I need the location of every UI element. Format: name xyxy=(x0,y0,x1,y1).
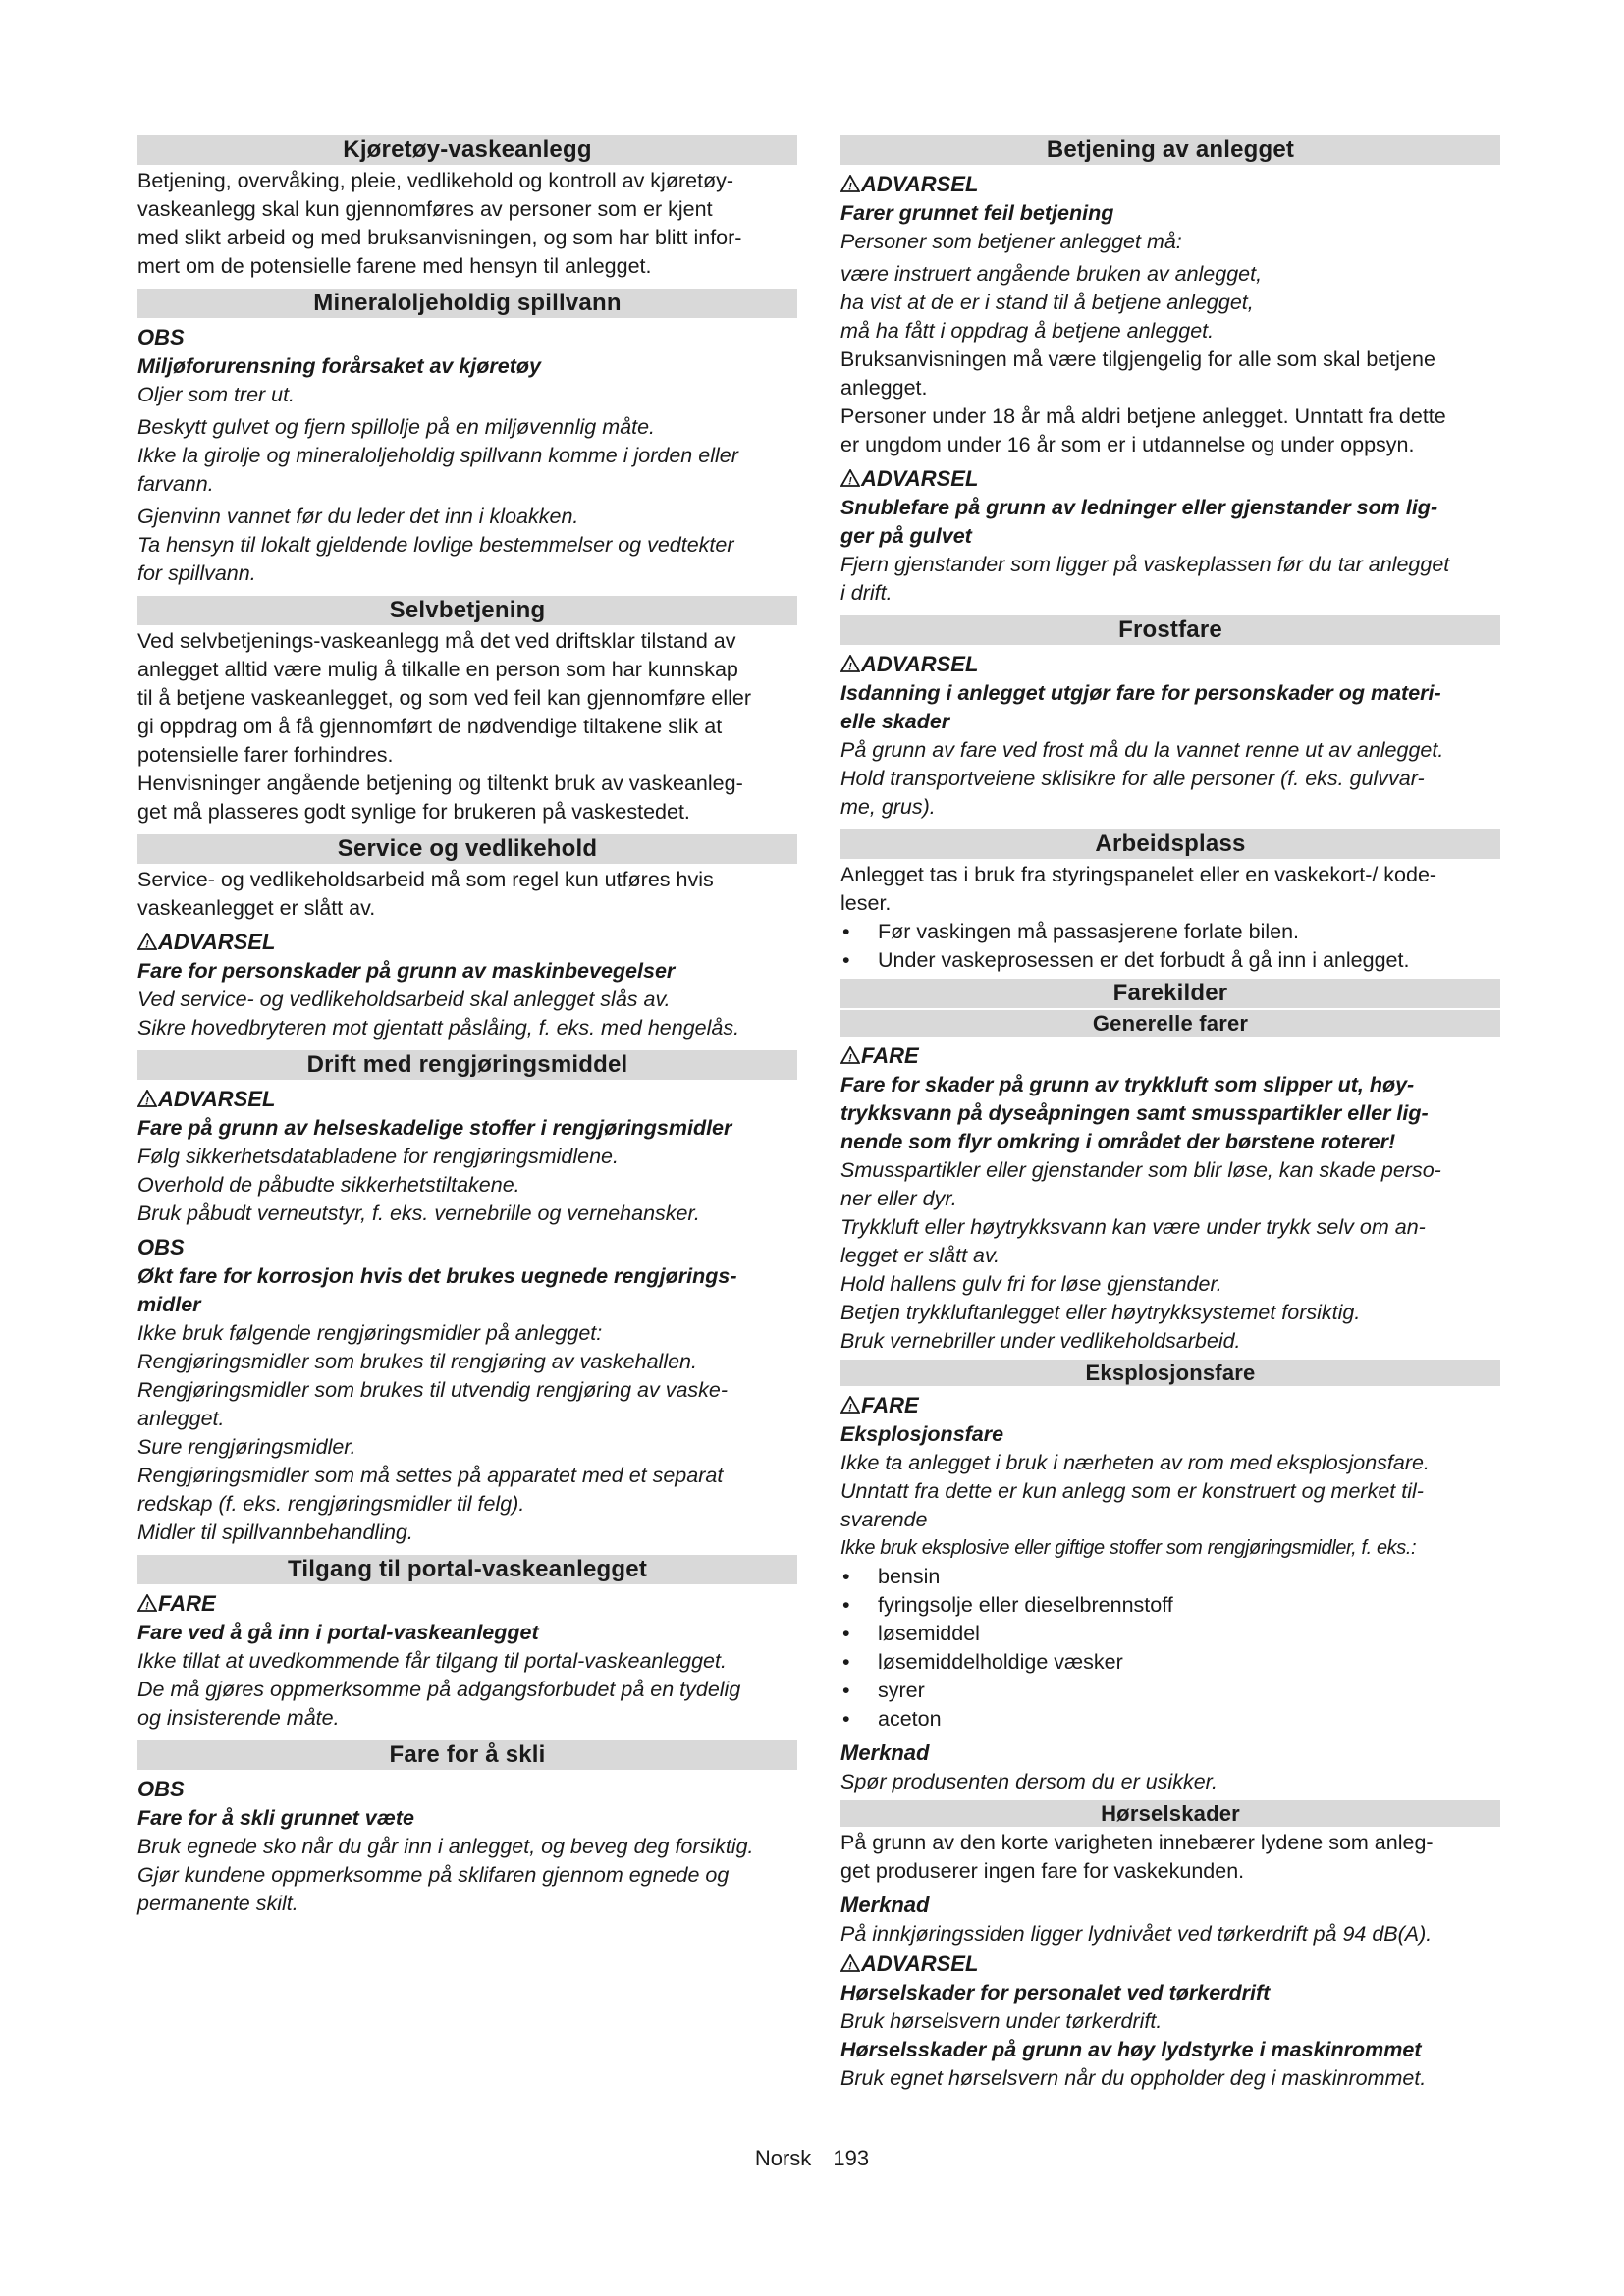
text-line: Bruk vernebriller under vedlikeholdsarbeid. xyxy=(840,1329,1241,1353)
kjoretoy-body xyxy=(137,167,797,281)
text-line: Ved service- og vedlikeholdsarbeid skal anlegget slås av. xyxy=(137,988,671,1011)
section-heading-tilgang: Tilgang til portal-vaskeanlegget xyxy=(137,1555,797,1584)
text-line: Beskytt gulvet og fjern spillolje på en miljøvennlig måte. xyxy=(137,415,656,439)
advarsel-text: ADVARSEL xyxy=(861,172,979,196)
text-line: Fjern gjenstander som ligger på vaskeplassen før du tar anlegget xyxy=(840,553,1450,576)
eksplosjon-list xyxy=(840,1563,1500,1734)
fare-text: FARE xyxy=(861,1043,919,1068)
text-line: i drift. xyxy=(840,581,893,605)
text-line: Ikke bruk følgende rengjøringsmidler på anlegget: xyxy=(137,1321,603,1345)
svg-text:!: ! xyxy=(848,1052,852,1064)
text-line: Bruk egnet hørselsvern når du oppholder deg i maskinrommet. xyxy=(840,2066,1427,2090)
section-heading-arbeidsplass: Arbeidsplass xyxy=(840,829,1500,859)
warning-subtitle: nende som flyr omkring i området der børstene roterer! xyxy=(840,1130,1396,1153)
section-heading-mineralolje: Mineraloljeholdig spillvann xyxy=(137,289,797,318)
right-column xyxy=(840,135,1500,2093)
text-line: På innkjøringssiden ligger lydnivået ved tørkerdrift på 94 dB(A). xyxy=(840,1922,1433,1946)
merknad-label: Merknad xyxy=(840,1740,930,1765)
advarsel-label xyxy=(137,1084,797,1114)
text-line: er ungdom under 16 år som er i utdannelse og under oppsyn. xyxy=(840,433,1415,456)
text-line: Rengjøringsmidler som brukes til utvendig rengjøring av vaske- xyxy=(137,1378,729,1402)
text-line: Sure rengjøringsmidler. xyxy=(137,1435,356,1459)
text-line: Følg sikkerhetsdatabladene for rengjøringsmidlene. xyxy=(137,1145,619,1168)
svg-text:!: ! xyxy=(145,1600,149,1612)
notice-subtitle: Miljøforurensning forårsaket av kjøretøy xyxy=(137,354,541,378)
text-line: med slikt arbeid og med bruksanvisningen, og som har blitt infor- xyxy=(137,226,742,249)
warning-subtitle: trykksvann på dyseåpningen samt smusspartikler eller lig- xyxy=(840,1101,1429,1125)
text-line: til å betjene vaskeanlegget, og som ved feil kan gjennomføre eller xyxy=(137,686,752,710)
list-item: • løsemiddelholdige væsker xyxy=(840,1648,1500,1677)
warning-triangle-icon xyxy=(137,933,157,950)
notice-subtitle: Økt fare for korrosjon hvis det brukes uegnede rengjørings- xyxy=(137,1264,737,1288)
warning-subtitle: Fare for skader på grunn av trykkluft som slipper ut, høy- xyxy=(840,1073,1415,1096)
section-heading-frostfare: Frostfare xyxy=(840,615,1500,645)
section-heading-betjening: Betjening av anlegget xyxy=(840,135,1500,165)
svg-text:!: ! xyxy=(145,1095,149,1107)
text-line: Anlegget tas i bruk fra styringspanelet eller en vaskekort-/ kode- xyxy=(840,863,1437,886)
list-item: • Under vaskeprosessen er det forbudt å gå inn i anlegget. xyxy=(840,946,1500,975)
text-line: anlegget alltid være mulig å tilkalle en person som har kunnskap xyxy=(137,658,738,681)
text-line: Trykkluft eller høytrykksvann kan være under trykk selv om an- xyxy=(840,1215,1426,1239)
section-heading-selvbetjening: Selvbetjening xyxy=(137,596,797,625)
section-heading-farekilder: Farekilder xyxy=(840,979,1500,1008)
text-line: Personer som betjener anlegget må: xyxy=(840,230,1182,253)
text-line: Gjenvinn vannet før du leder det inn i kloakken. xyxy=(137,505,579,528)
text-line: Hold hallens gulv fri for løse gjenstander. xyxy=(840,1272,1222,1296)
warning-triangle-icon xyxy=(137,1594,157,1612)
obs-label: OBS xyxy=(137,325,185,349)
svg-text:!: ! xyxy=(848,1402,852,1414)
text-line: Ikke ta anlegget i bruk i nærheten av rom med eksplosjonsfare. xyxy=(840,1451,1430,1474)
warning-triangle-icon xyxy=(840,175,860,192)
section-heading-drift: Drift med rengjøringsmiddel xyxy=(137,1050,797,1080)
svg-text:!: ! xyxy=(848,1960,852,1972)
footer-language: Norsk xyxy=(754,2146,812,2170)
text-line: Betjen trykkluftanlegget eller høytrykksystemet forsiktig. xyxy=(840,1301,1361,1324)
warning-subtitle: Fare på grunn av helseskadelige stoffer i rengjøringsmidler xyxy=(137,1116,732,1140)
subheading-horselskader: Hørselskader xyxy=(840,1800,1500,1827)
text-line: legget er slått av. xyxy=(840,1244,1001,1267)
advarsel-label xyxy=(840,649,1500,679)
text-line: Rengjøringsmidler som brukes til rengjøring av vaskehallen. xyxy=(137,1350,697,1373)
fare-label xyxy=(840,1390,1500,1420)
section-heading-skli: Fare for å skli xyxy=(137,1740,797,1770)
warning-subtitle: Fare for personskader på grunn av maskinbevegelser xyxy=(137,959,676,983)
text-line: ner eller dyr. xyxy=(840,1187,957,1210)
text-line: Unntatt fra dette er kun anlegg som er konstruert og merket til- xyxy=(840,1479,1424,1503)
text-line: Henvisninger angående betjening og tiltenkt bruk av vaskeanleg- xyxy=(137,772,743,795)
text-line: Bruk påbudt verneutstyr, f. eks. vernebrille og vernehansker. xyxy=(137,1201,700,1225)
text-line: get må plasseres godt synlige for brukeren på vaskestedet. xyxy=(137,800,690,824)
text-line: Bruk egnede sko når du går inn i anlegget, og beveg deg forsiktig. xyxy=(137,1835,754,1858)
text-line: Betjening, overvåking, pleie, vedlikehold og kontroll av kjøretøy- xyxy=(137,169,734,192)
text-line: Ikke la girolje og mineraloljeholdig spillvann komme i jorden eller xyxy=(137,444,738,467)
text-line: Bruk hørselsvern under tørkerdrift. xyxy=(840,2009,1163,2033)
subheading-eksplosjonsfare: Eksplosjonsfare xyxy=(840,1360,1500,1386)
svg-text:!: ! xyxy=(848,181,852,192)
list-item: • løsemiddel xyxy=(840,1620,1500,1648)
advarsel-text: ADVARSEL xyxy=(861,1951,979,1976)
warning-triangle-icon xyxy=(840,469,860,487)
warning-triangle-icon xyxy=(840,1954,860,1972)
text-line: mert om de potensielle farene med hensyn til anlegget. xyxy=(137,254,652,278)
text-line: må ha fått i oppdrag å betjene anlegget. xyxy=(840,319,1215,343)
obs-label: OBS xyxy=(137,1777,185,1801)
list-item: • Før vaskingen må passasjerene forlate bilen. xyxy=(840,918,1500,946)
advarsel-label xyxy=(840,169,1500,199)
text-line: De må gjøres oppmerksomme på adgangsforbudet på en tydelig xyxy=(137,1678,741,1701)
text-line: Rengjøringsmidler som må settes på apparatet med et separat xyxy=(137,1464,724,1487)
svg-text:!: ! xyxy=(848,661,852,672)
text-line: gi oppdrag om å få gjennomført de nødvendige tiltakene slik at xyxy=(137,715,723,738)
advarsel-text: ADVARSEL xyxy=(861,466,979,491)
list-item: • bensin xyxy=(840,1563,1500,1591)
text-line: Ikke tillat at uvedkommende får tilgang til portal-vaskeanlegget. xyxy=(137,1649,727,1673)
text-line: potensielle farer forhindres. xyxy=(137,743,394,767)
warning-triangle-icon xyxy=(840,1046,860,1064)
warning-subtitle: Snublefare på grunn av ledninger eller gjenstander som lig- xyxy=(840,496,1438,519)
section-heading-kjoretoy: Kjøretøy-vaskeanlegg xyxy=(137,135,797,165)
page-number: 193 xyxy=(833,2146,870,2170)
text-line: anlegget. xyxy=(137,1407,225,1430)
text-line: og insisterende måte. xyxy=(137,1706,340,1730)
text-line: Ved selvbetjenings-vaskeanlegg må det ved driftsklar tilstand av xyxy=(137,629,736,653)
notice-subtitle: Fare for å skli grunnet væte xyxy=(137,1806,414,1830)
text-line: Smusspartikler eller gjenstander som blir løse, kan skade perso- xyxy=(840,1158,1441,1182)
svg-text:!: ! xyxy=(848,475,852,487)
subheading-generelle-farer: Generelle farer xyxy=(840,1010,1500,1037)
text-line: Midler til spillvannbehandling. xyxy=(137,1521,413,1544)
text-line: permanente skilt. xyxy=(137,1892,298,1915)
text-line: vaskeanlegg skal kun gjennomføres av personer som er kjent xyxy=(137,197,713,221)
text-line: for spillvann. xyxy=(137,561,256,585)
text-line: get produserer ingen fare for vaskekunden. xyxy=(840,1859,1245,1883)
advarsel-label xyxy=(840,1949,1500,1979)
text-line: Personer under 18 år må aldri betjene anlegget. Unntatt fra dette xyxy=(840,404,1446,428)
advarsel-label xyxy=(840,463,1500,494)
notice-subtitle: midler xyxy=(137,1293,201,1316)
warning-triangle-icon xyxy=(137,1090,157,1107)
left-column xyxy=(137,135,797,1918)
text-line: Ikke bruk eksplosive eller giftige stoffer som rengjøringsmidler, f. eks.: xyxy=(840,1537,1417,1559)
arbeidsplass-list xyxy=(840,918,1500,975)
svg-text:!: ! xyxy=(145,938,149,950)
text-line: redskap (f. eks. rengjøringsmidler til felg). xyxy=(137,1492,525,1516)
list-item: • syrer xyxy=(840,1677,1500,1705)
fare-text: FARE xyxy=(158,1591,216,1616)
text-line: ha vist at de er i stand til å betjene anlegget, xyxy=(840,291,1254,314)
fare-label xyxy=(137,1588,797,1619)
warning-subtitle: Hørselsskader på grunn av høy lydstyrke i maskinrommet xyxy=(840,2038,1422,2061)
warning-subtitle: Eksplosjonsfare xyxy=(840,1422,1004,1446)
text-line: På grunn av den korte varigheten innebærer lydene som anleg- xyxy=(840,1831,1434,1854)
text-line: me, grus). xyxy=(840,795,936,819)
advarsel-label xyxy=(137,927,797,957)
advarsel-text: ADVARSEL xyxy=(158,1087,276,1111)
merknad-label: Merknad xyxy=(840,1893,930,1917)
text-line: På grunn av fare ved frost må du la vannet renne ut av anlegget. xyxy=(840,738,1444,762)
section-heading-service: Service og vedlikehold xyxy=(137,834,797,864)
advarsel-text: ADVARSEL xyxy=(861,652,979,676)
fare-text: FARE xyxy=(861,1393,919,1417)
warning-triangle-icon xyxy=(840,1396,860,1414)
advarsel-text: ADVARSEL xyxy=(158,930,276,954)
warning-subtitle: Farer grunnet feil betjening xyxy=(840,201,1114,225)
list-item: • aceton xyxy=(840,1705,1500,1734)
page-footer xyxy=(0,2146,1624,2171)
text-line: Ta hensyn til lokalt gjeldende lovlige bestemmelser og vedtekter xyxy=(137,533,734,557)
text-line: anlegget. xyxy=(840,376,928,400)
text-line: svarende xyxy=(840,1508,928,1531)
text-line: Bruksanvisningen må være tilgjengelig for alle som skal betjene xyxy=(840,347,1435,371)
warning-subtitle: Hørselskader for personalet ved tørkerdrift xyxy=(840,1981,1271,2004)
warning-triangle-icon xyxy=(840,655,860,672)
text-line: Overhold de påbudte sikkerhetstiltakene. xyxy=(137,1173,520,1197)
warning-subtitle: Fare ved å gå inn i portal-vaskeanlegget xyxy=(137,1621,539,1644)
text-line: være instruert angående bruken av anlegget, xyxy=(840,262,1263,286)
fare-label xyxy=(840,1041,1500,1071)
text-line: farvann. xyxy=(137,472,214,496)
text-line: Hold transportveiene sklisikre for alle personer (f. eks. gulvvar- xyxy=(840,767,1425,790)
text-line: Spør produsenten dersom du er usikker. xyxy=(840,1770,1218,1793)
warning-subtitle: elle skader xyxy=(840,710,950,733)
text-line: Service- og vedlikeholdsarbeid må som regel kun utføres hvis xyxy=(137,868,714,891)
warning-subtitle: Isdanning i anlegget utgjør fare for personskader og materi- xyxy=(840,681,1441,705)
text-line: Sikre hovedbryteren mot gjentatt påslåing, f. eks. med hengelås. xyxy=(137,1016,740,1040)
text-line: vaskeanlegget er slått av. xyxy=(137,896,376,920)
list-item: • fyringsolje eller dieselbrennstoff xyxy=(840,1591,1500,1620)
warning-subtitle: ger på gulvet xyxy=(840,524,972,548)
text-line: Oljer som trer ut. xyxy=(137,383,296,406)
text-line: Gjør kundene oppmerksomme på sklifaren gjennom egnede og xyxy=(137,1863,730,1887)
obs-label: OBS xyxy=(137,1235,185,1259)
text-line: leser. xyxy=(840,891,892,915)
